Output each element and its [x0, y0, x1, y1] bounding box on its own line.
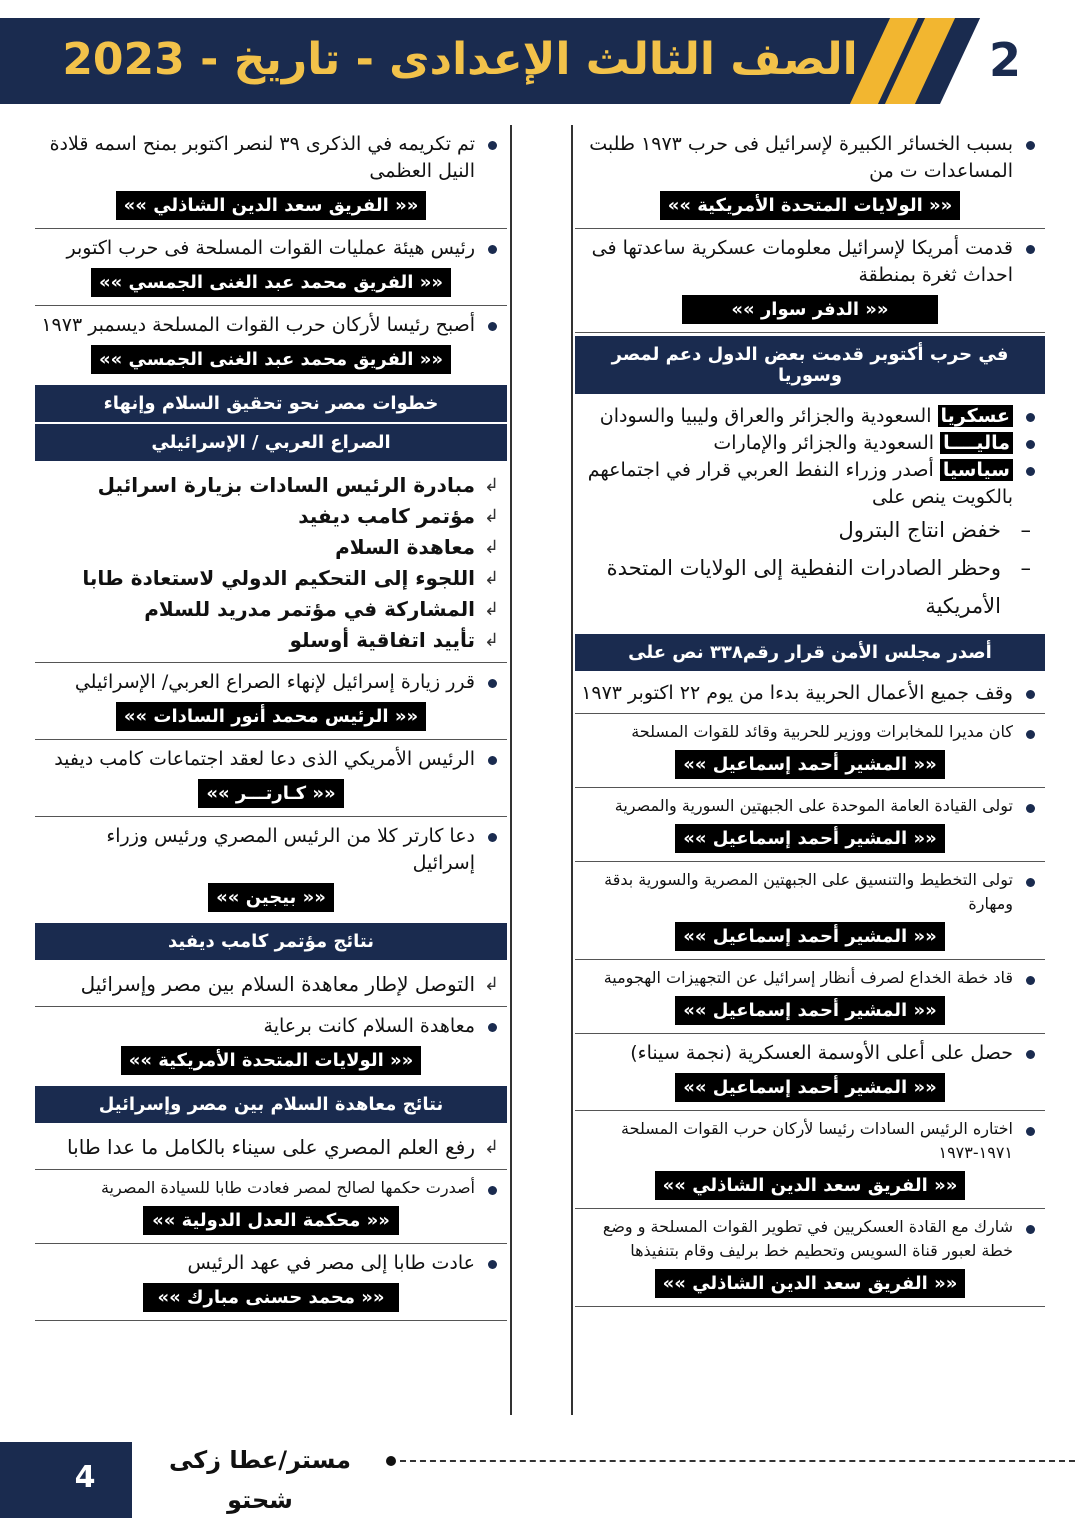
question: معاهدة السلام كانت برعاية: [39, 1013, 503, 1040]
left-column: [35, 125, 507, 1321]
qa-block: [575, 1034, 1045, 1111]
result-block: [35, 1126, 507, 1170]
answer: «« المشير أحمد إسماعيل »»: [675, 750, 944, 779]
qa-block: [575, 862, 1045, 960]
footer-dot: [386, 1456, 396, 1466]
qa-block: [575, 788, 1045, 862]
answer: «« الفريق سعد الدين الشاذلي »»: [655, 1269, 966, 1298]
question: تم تكريمه في الذكرى ٣٩ لنصر اكتوبر بمنح اسمه قلادة النيل العظمى: [39, 131, 503, 185]
qa-block: [35, 229, 507, 306]
support-financial: [579, 430, 1041, 457]
answer: «« الفريق محمد عبد الغنى الجمسي »»: [91, 345, 451, 374]
section-heading: أصدر مجلس الأمن قرار رقم٣٣٨ نص على: [575, 634, 1045, 671]
page-number: 4: [74, 1460, 96, 1495]
column-divider: [571, 125, 573, 1415]
qa-block: [575, 229, 1045, 333]
qa-block: [35, 1007, 507, 1083]
question: بسبب الخسائر الكبيرة لإسرائيل فى حرب ١٩٧٣ طلبت المساعدات ت من: [579, 131, 1041, 185]
list-item: ↲ معاهدة السلام: [39, 532, 503, 563]
answer: «« الفريق سعد الدين الشاذلي »»: [116, 191, 427, 220]
column-divider: [510, 125, 512, 1415]
sub-item: – وحظر الصادرات النفطية إلى الولايات المتحدة الأمريكية: [579, 549, 1041, 625]
question: حصل على أعلى الأوسمة العسكرية (نجمة سيناء): [579, 1040, 1041, 1067]
answer: «« المشير أحمد إسماعيل »»: [675, 1073, 944, 1102]
question: اختاره الرئيس السادات رئيسا لأركان حرب القوات المسلحة ١٩٧١-١٩٧٣: [579, 1117, 1041, 1165]
list-item: ↲ اللجوء إلى التحكيم الدولي لاستعادة طابا: [39, 563, 503, 594]
answer: «« بيجين »»: [208, 883, 334, 912]
result-item: ↲ التوصل لإطار معاهدة السلام بين مصر وإسرائيل: [39, 969, 503, 1000]
question: تولى التخطيط والتنسيق على الجبهتين المصرية والسورية بدقة ومهارة: [579, 868, 1041, 916]
support-military: [579, 403, 1041, 430]
qa-block: [35, 1244, 507, 1321]
question: أصدرت حكمها لصالح لمصر فعادت طابا للسيادة المصرية: [39, 1176, 503, 1200]
qa-block: [35, 740, 507, 817]
answer: «« المشير أحمد إسماعيل »»: [675, 922, 944, 951]
section-heading: الصراع العربي / الإسرائيلي: [35, 424, 507, 461]
result-block: [35, 963, 507, 1007]
section-heading: في حرب أكتوبر قدمت بعض الدول دعم لمصر وسوريا: [575, 336, 1045, 394]
qa-block: [575, 960, 1045, 1034]
list-item: ↲ مبادرة الرئيس السادات بزيارة اسرائيل: [39, 470, 503, 501]
answer: «« المشير أحمد إسماعيل »»: [675, 824, 944, 853]
question: عادت طابا إلى مصر في عهد الرئيس: [39, 1250, 503, 1277]
answer: «« الولايات المتحدة الأمريكية »»: [660, 191, 961, 220]
list-item: ↲ مؤتمر كامب ديفيد: [39, 501, 503, 532]
question: وقف جميع الأعمال الحربية بدءا من يوم ٢٢ اكتوبر ١٩٧٣: [579, 680, 1041, 707]
answer: «« الدفر سوار »»: [682, 295, 938, 324]
right-column: [575, 125, 1045, 1307]
question: قاد خطة الخداع لصرف أنظار إسرائيل عن التجهيزات الهجومية: [579, 966, 1041, 990]
question: رئيس هيئة عمليات القوات المسلحة فى حرب اكتوبر: [39, 235, 503, 262]
section-heading: خطوات مصر نحو تحقيق السلام وإنهاء: [35, 385, 507, 422]
result-item: ↲ رفع العلم المصري على سيناء بالكامل ما عدا طابا: [39, 1132, 503, 1163]
question: قرر زيارة إسرائيل لإنهاء الصراع العربي/ الإسرائيلي: [39, 669, 503, 696]
question: تولى القيادة العامة الموحدة على الجبهتين السورية والمصرية: [579, 794, 1041, 818]
support-text: السعودية والجزائر والعراق وليبيا والسودان: [599, 405, 938, 427]
qa-block: [575, 714, 1045, 788]
qa-block: [575, 1111, 1045, 1209]
list-item: ↲ تأييد اتفاقية أوسلو: [39, 625, 503, 656]
steps-list: [35, 464, 507, 663]
qa-block: [35, 306, 507, 382]
answer: «« كـارتـــر »»: [198, 779, 343, 808]
question: أصبح رئيسا لأركان حرب القوات المسلحة ديسمبر ١٩٧٣: [39, 312, 503, 339]
qa-block: [575, 1209, 1045, 1307]
answer: «« الرئيس محمد أنور السادات »»: [116, 702, 426, 731]
support-political: [579, 457, 1041, 511]
list-item: ↲ المشاركة في مؤتمر مدريد للسلام: [39, 594, 503, 625]
qa-block: [35, 1170, 507, 1244]
answer: «« الفريق محمد عبد الغنى الجمسي »»: [91, 268, 451, 297]
question: قدمت أمريكا لإسرائيل معلومات عسكرية ساعدتها فى احداث ثغرة بمنطقة: [579, 235, 1041, 289]
question: الرئيس الأمريكي الذى دعا لعقد اجتماعات كامب ديفيد: [39, 746, 503, 773]
answer: «« محمد حسنى مبارك »»: [143, 1283, 399, 1312]
qa-block: [35, 817, 507, 920]
support-block: [575, 397, 1045, 631]
support-label: عسكريا: [938, 405, 1013, 427]
section-heading: نتائج معاهدة السلام بين مصر وإسرائيل: [35, 1086, 507, 1123]
support-label: سياسيا: [940, 459, 1013, 481]
qa-block: [35, 125, 507, 229]
header-number: 2: [988, 33, 1021, 87]
qa-block: [575, 674, 1045, 714]
support-text: السعودية والجزائر والإمارات: [713, 432, 941, 454]
section-heading: نتائج مؤتمر كامب ديفيد: [35, 923, 507, 960]
question: دعا كارتر كلا من الرئيس المصري ورئيس وزراء إسرائيل: [39, 823, 503, 877]
answer: «« الولايات المتحدة الأمريكية »»: [121, 1046, 422, 1075]
page-title: الصف الثالث الإعدادى - تاريخ - 2023: [62, 34, 858, 85]
footer-dashed-line: [400, 1460, 1075, 1462]
author-name: مستر/عطا زكى شحتو: [169, 1446, 351, 1514]
answer: «« الفريق سعد الدين الشاذلي »»: [655, 1171, 966, 1200]
answer: «« محكمة العدل الدولية »»: [143, 1206, 399, 1235]
question: كان مديرا للمخابرات ووزير للحربية وقائد للقوات المسلحة: [579, 720, 1041, 744]
support-text: أصدر وزراء النفط العربي قرار في اجتماعهم بالكويت ينص على: [587, 459, 1013, 508]
answer: «« المشير أحمد إسماعيل »»: [675, 996, 944, 1025]
question: شارك مع القادة العسكريين في تطوير القوات المسلحة و وضع خطة لعبور قناة السويس وتحطيم خط برليف وقام بتنفيذها: [579, 1215, 1041, 1263]
sub-item: – خفض انتاج البترول: [579, 511, 1041, 549]
qa-block: [575, 125, 1045, 229]
support-label: ماليــــا: [940, 432, 1013, 454]
qa-block: [35, 663, 507, 740]
